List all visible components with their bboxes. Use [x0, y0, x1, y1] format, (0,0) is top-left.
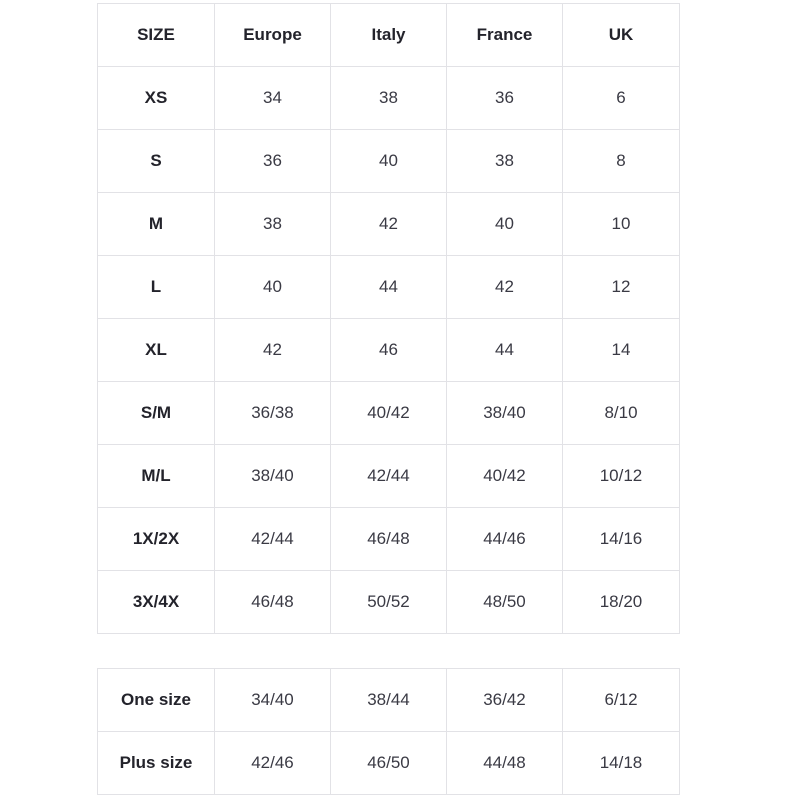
table-row [98, 508, 680, 571]
cell-europe: 36/38 [215, 382, 331, 445]
cell-uk: 14/16 [563, 508, 680, 571]
cell-uk: 8 [563, 130, 680, 193]
table-row [98, 319, 680, 382]
cell-italy: 38/44 [331, 669, 447, 732]
cell-italy: 46/48 [331, 508, 447, 571]
cell-europe: 42 [215, 319, 331, 382]
cell-europe: 38 [215, 193, 331, 256]
cell-italy: 40 [331, 130, 447, 193]
cell-uk: 10 [563, 193, 680, 256]
cell-uk: 6/12 [563, 669, 680, 732]
cell-europe: 46/48 [215, 571, 331, 634]
cell-uk: 10/12 [563, 445, 680, 508]
cell-italy: 50/52 [331, 571, 447, 634]
row-label: XL [98, 319, 215, 382]
cell-italy: 38 [331, 67, 447, 130]
cell-europe: 38/40 [215, 445, 331, 508]
table-header-row [98, 4, 680, 67]
row-label: L [98, 256, 215, 319]
cell-uk: 18/20 [563, 571, 680, 634]
cell-france: 44/46 [447, 508, 563, 571]
cell-france: 36 [447, 67, 563, 130]
cell-europe: 34 [215, 67, 331, 130]
row-label: M/L [98, 445, 215, 508]
column-header-italy: Italy [331, 4, 447, 67]
cell-uk: 12 [563, 256, 680, 319]
table-row [98, 669, 680, 732]
table-row [98, 67, 680, 130]
row-label: 1X/2X [98, 508, 215, 571]
row-label: One size [98, 669, 215, 732]
column-header-uk: UK [563, 4, 680, 67]
cell-france: 42 [447, 256, 563, 319]
cell-uk: 6 [563, 67, 680, 130]
cell-france: 44 [447, 319, 563, 382]
table-row [98, 256, 680, 319]
cell-europe: 42/46 [215, 732, 331, 795]
cell-europe: 34/40 [215, 669, 331, 732]
cell-italy: 40/42 [331, 382, 447, 445]
cell-italy: 42/44 [331, 445, 447, 508]
cell-italy: 46 [331, 319, 447, 382]
cell-uk: 8/10 [563, 382, 680, 445]
row-label: XS [98, 67, 215, 130]
cell-france: 40/42 [447, 445, 563, 508]
cell-france: 38 [447, 130, 563, 193]
cell-france: 44/48 [447, 732, 563, 795]
main-size-table [97, 3, 680, 634]
row-label: M [98, 193, 215, 256]
cell-uk: 14/18 [563, 732, 680, 795]
table-row [98, 445, 680, 508]
row-label: S/M [98, 382, 215, 445]
table-row [98, 732, 680, 795]
cell-france: 40 [447, 193, 563, 256]
cell-italy: 46/50 [331, 732, 447, 795]
cell-france: 36/42 [447, 669, 563, 732]
row-label: 3X/4X [98, 571, 215, 634]
table-row [98, 382, 680, 445]
extra-size-table [97, 668, 680, 795]
row-label: Plus size [98, 732, 215, 795]
cell-europe: 40 [215, 256, 331, 319]
row-label: S [98, 130, 215, 193]
column-header-size: SIZE [98, 4, 215, 67]
cell-europe: 42/44 [215, 508, 331, 571]
extra-size-table-container [97, 668, 679, 795]
cell-france: 48/50 [447, 571, 563, 634]
cell-italy: 44 [331, 256, 447, 319]
column-header-france: France [447, 4, 563, 67]
column-header-europe: Europe [215, 4, 331, 67]
cell-italy: 42 [331, 193, 447, 256]
table-row [98, 130, 680, 193]
cell-europe: 36 [215, 130, 331, 193]
table-row [98, 193, 680, 256]
main-size-table-container [97, 3, 679, 634]
cell-uk: 14 [563, 319, 680, 382]
table-row [98, 571, 680, 634]
cell-france: 38/40 [447, 382, 563, 445]
